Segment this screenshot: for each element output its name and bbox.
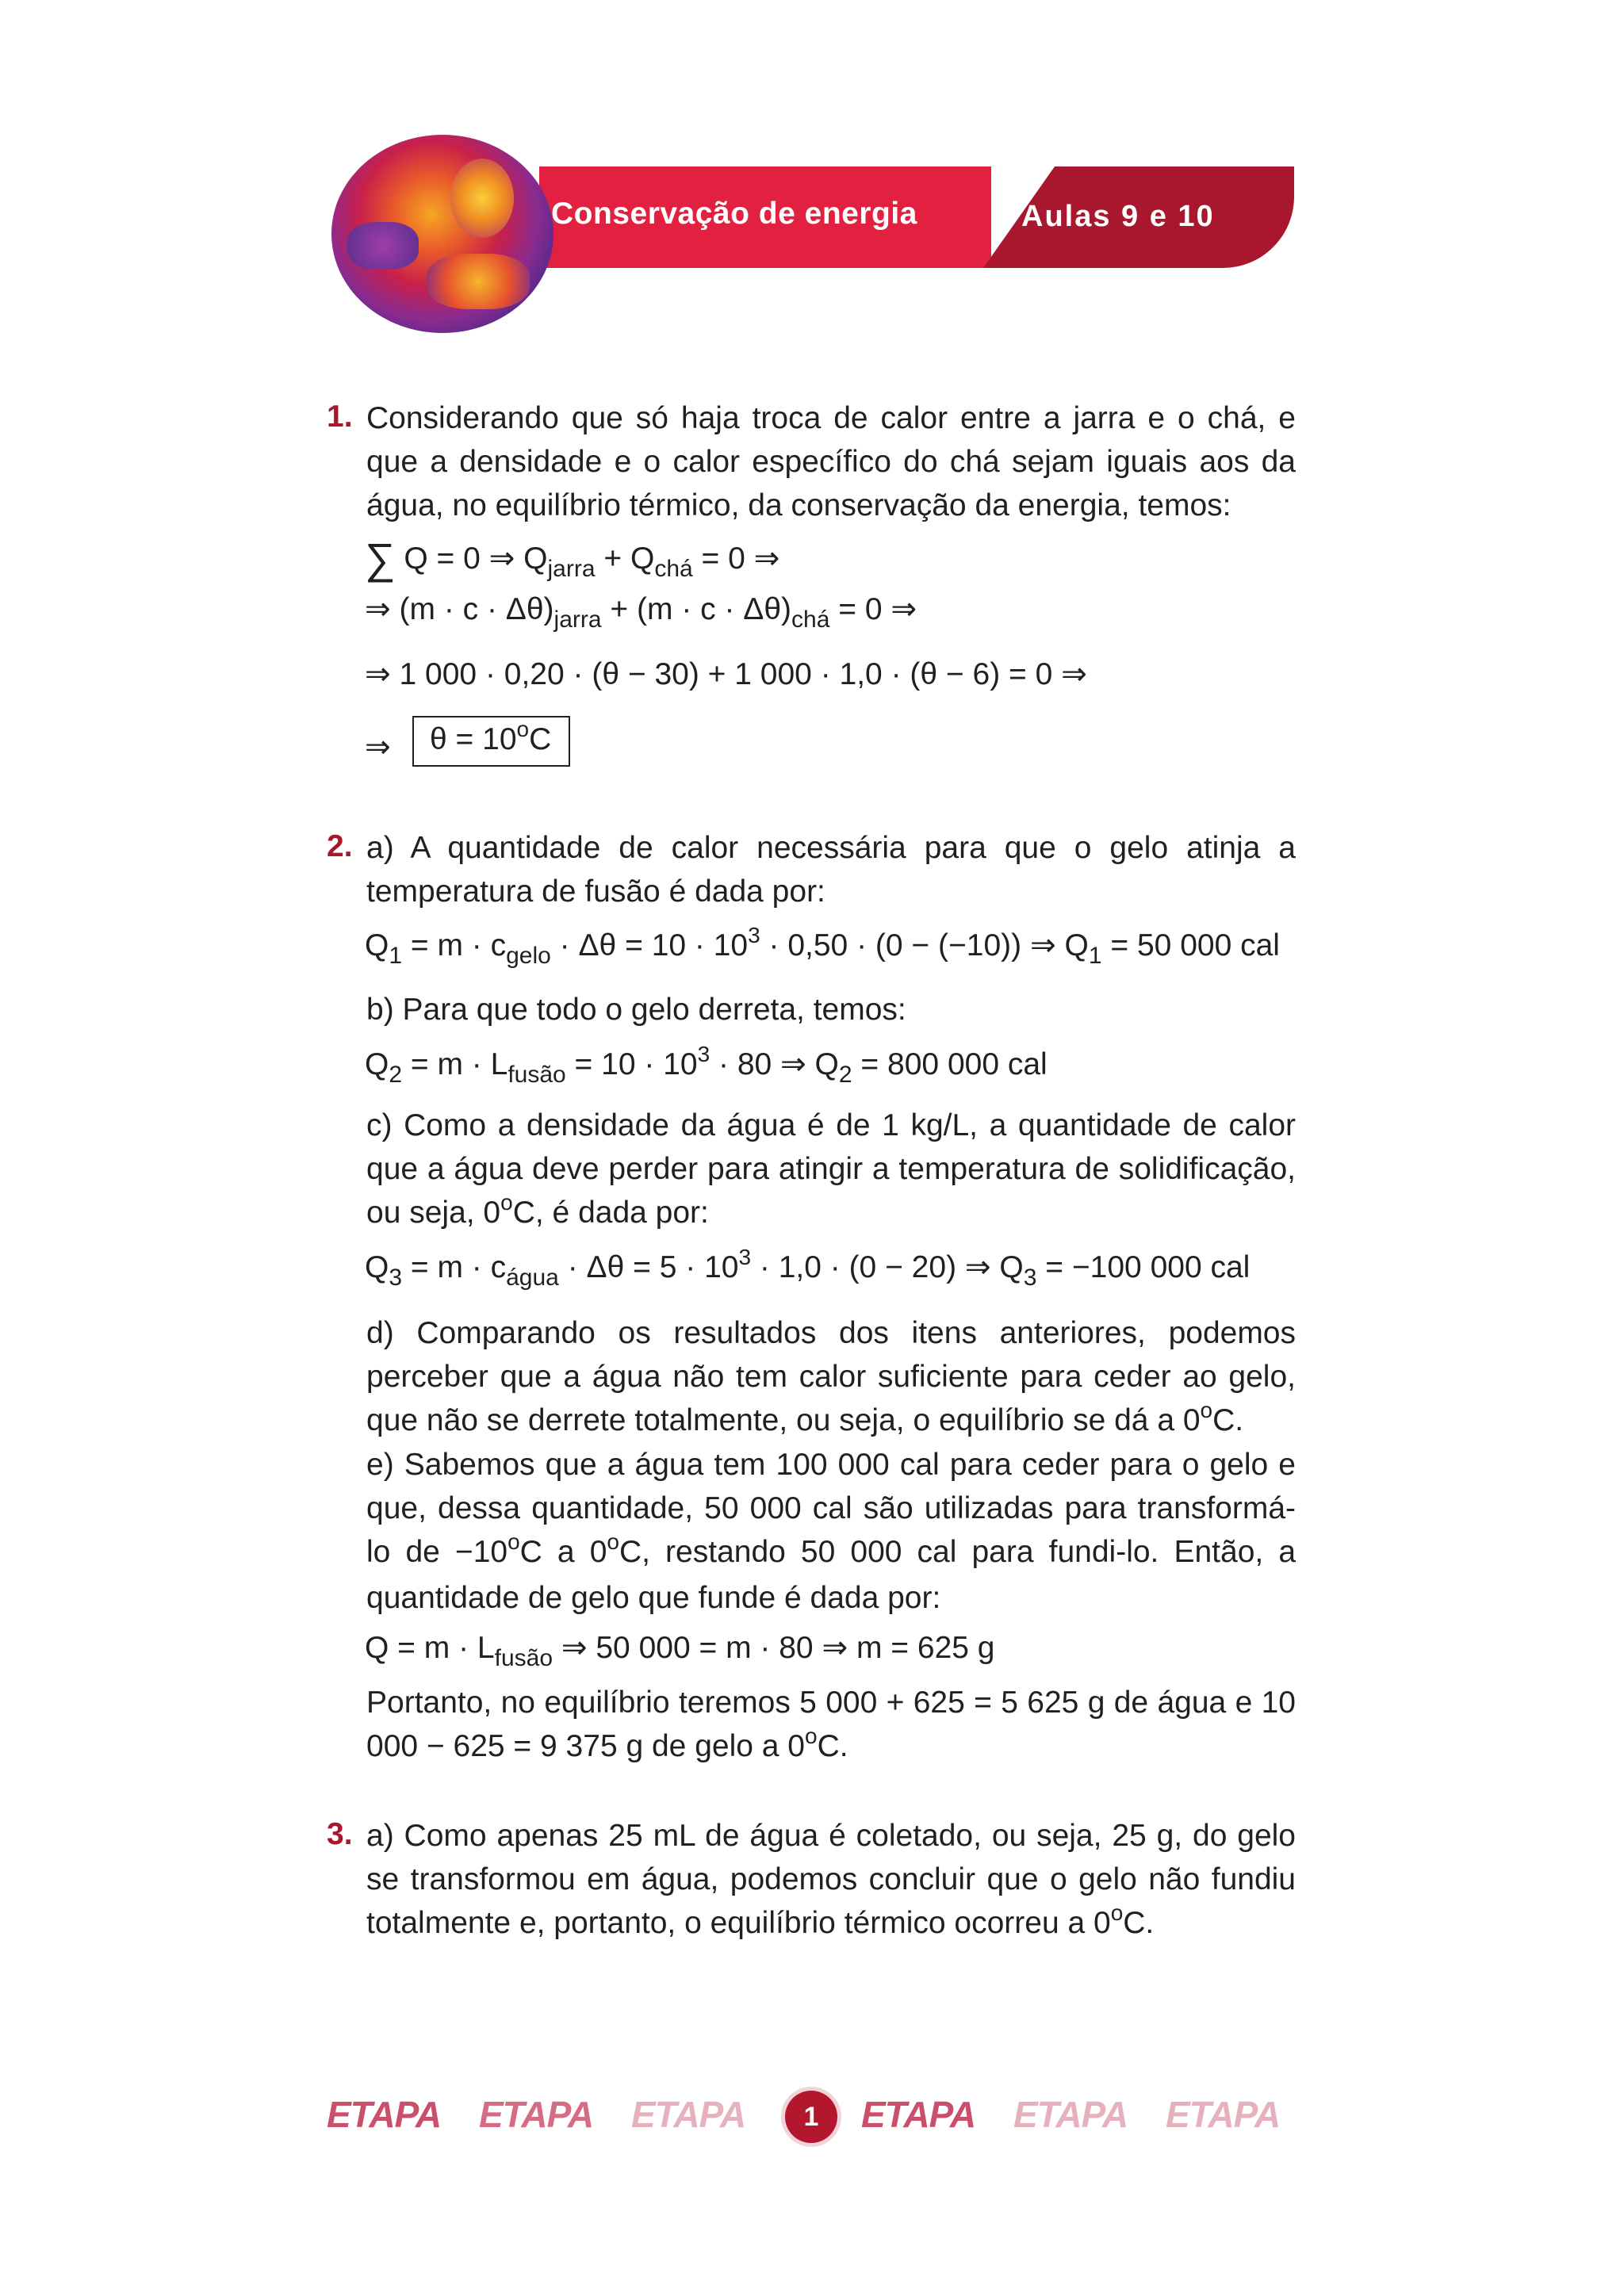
q2-conclusion-text: Portanto, no equilíbrio teremos 5 000 + 625 = 5 625 g de água e 10 000 − 625 = 9 375 g de gelo a 0$^o$C. bbox=[366, 1686, 1296, 1763]
q2-d-text: d) Comparando os resultados dos itens anteriores, podemos perceber que a água não tem calor suficiente para ceder ao gelo, que não se derrete totalmente, ou seja, o equilíbrio se dá a 0$^o$C. bbox=[366, 1316, 1296, 1437]
q2-b-equation: $Q_2 = m \cdot L_{fusão} = 10 \cdot 10^3 \cdot 80$ ⇒ $Q_2 = 800$ 000 cal bbox=[365, 1042, 1048, 1088]
q1-text: Considerando que só haja troca de calor entre a jarra e o chá, e que a densidade e o calor específico do chá sejam iguais aos da água, no equilíbrio térmico, da conservação da energia, temos: bbox=[366, 401, 1296, 522]
footer-brand-1: ETAPA bbox=[327, 2094, 442, 2135]
q2-e-equation: $Q = m \cdot L_{fusão}$ ⇒ 50 000 = m · 80 ⇒ m = 625 g bbox=[365, 1631, 995, 1671]
question-number-1: 1. bbox=[327, 400, 353, 434]
footer-brand-3: ETAPA bbox=[631, 2094, 746, 2135]
q1-result-box: $\theta = 10^oC$ bbox=[412, 716, 570, 767]
q3-a-text: a) Como apenas 25 mL de água é coletado, ou seja, 25 g, do gelo se transformou em água, podemos concluir que o gelo não fundiu totalmente e, portanto, o equilíbrio térmico ocorreu a 0$^o$C. bbox=[366, 1819, 1296, 1940]
q1-equation-1: ∑ Q = 0 ⇒ $Q_{jarra} + Q_{chá} = 0$ ⇒ bbox=[365, 535, 780, 583]
footer-brand-4: ETAPA bbox=[861, 2094, 976, 2135]
header-photo bbox=[331, 135, 553, 333]
footer-brand-6: ETAPA bbox=[1166, 2094, 1281, 2135]
q1-equation-3: ⇒ 1 000 · 0,20 · (θ − 30) + 1 000 · 1,0 · (θ − 6) = 0 ⇒ bbox=[365, 657, 1087, 691]
q2-c-text: c) Como a densidade da água é de 1 kg/L, a quantidade de calor que a água deve perder para atingir a temperatura de solidificação, ou seja, 0$^o$C, é dada por: bbox=[366, 1108, 1296, 1230]
q1-equation-4-arrow: ⇒ bbox=[365, 730, 391, 764]
q2-c-equation: $Q_3 = m \cdot c_{água} \cdot \Delta\theta = 5 \cdot 10^3 \cdot 1,0 \cdot (0 - 20)$ ⇒ $Q_3 = -100$ 000 cal bbox=[365, 1245, 1251, 1291]
page-number: 1 bbox=[785, 2091, 837, 2143]
section-title: Conservação de energia bbox=[551, 197, 917, 231]
question-number-2: 2. bbox=[327, 829, 353, 863]
q2-e-text: e) Sabemos que a água tem 100 000 cal para ceder para o gelo e que, dessa quantidade, 50 000 cal são utilizadas para transformá-lo de $-10^oC$ a 0$^o$C, restando 50 000 cal para fundi-lo. Então, a quantidade de gelo que funde é dada por: bbox=[366, 1448, 1297, 1615]
question-number-3: 3. bbox=[327, 1817, 353, 1851]
q2-a-text: a) A quantidade de calor necessária para que o gelo atinja a temperatura de fusão é dada por: bbox=[366, 831, 1296, 909]
footer-brand-5: ETAPA bbox=[1013, 2094, 1128, 2135]
q2-a-equation: $Q_1 = m \cdot c_{gelo} \cdot \Delta\theta = 10 \cdot 10^3 \cdot 0,50 \cdot (0 - (-10))$ ⇒ $Q_1 = 50$ 000 cal bbox=[365, 923, 1280, 969]
q1-equation-2: ⇒ $(m \cdot c \cdot \Delta\theta)_{jarra} + (m \cdot c \cdot \Delta\theta)_{chá} = 0$ ⇒ bbox=[365, 592, 917, 633]
q2-b-text: b) Para que todo o gelo derreta, temos: bbox=[366, 993, 906, 1027]
lessons-label: Aulas 9 e 10 bbox=[1021, 200, 1215, 233]
footer-brand-2: ETAPA bbox=[479, 2094, 594, 2135]
